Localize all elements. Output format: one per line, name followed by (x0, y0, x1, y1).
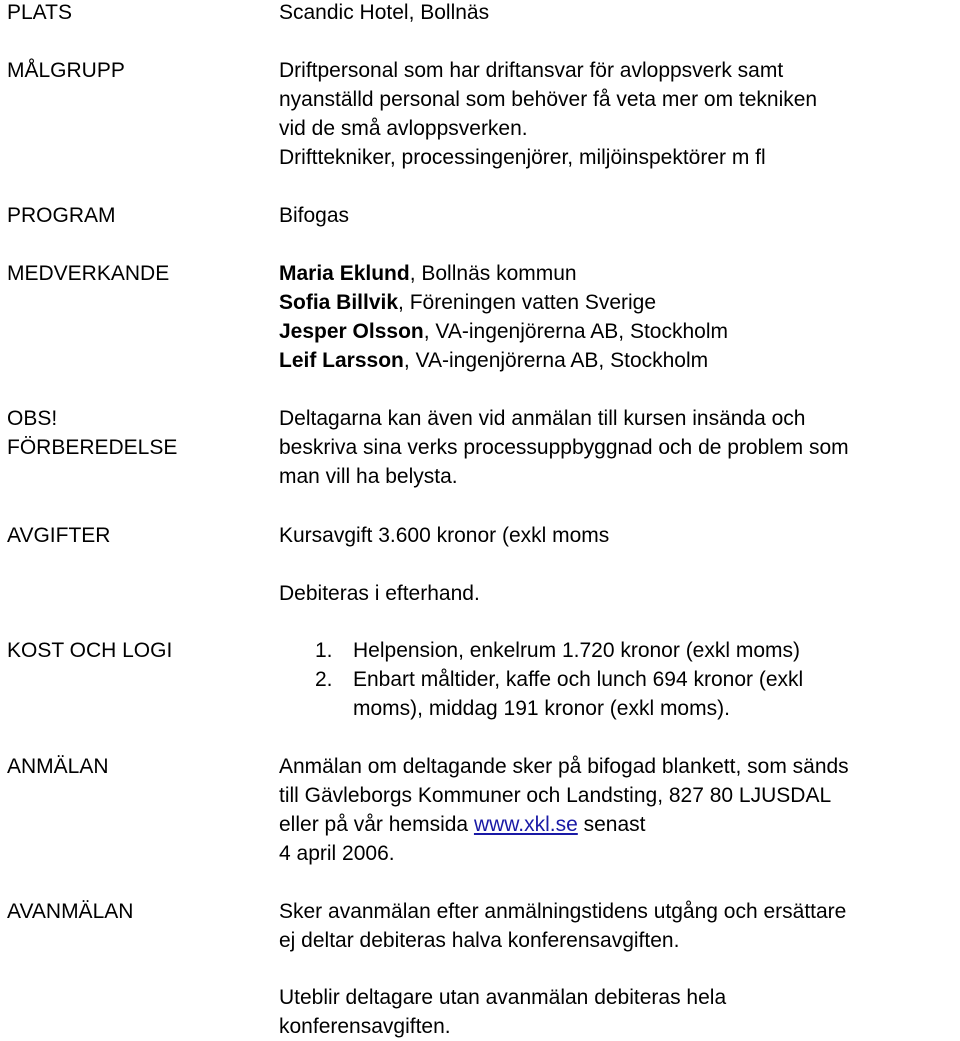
plats-value: Scandic Hotel, Bollnäs (279, 1, 490, 24)
malgrupp-line: Driftpersonal som har driftansvar för avloppsverk samt (279, 59, 784, 82)
anmalan-text (279, 752, 959, 868)
label-plats: PLATS (7, 1, 72, 24)
anmalan-line (279, 810, 959, 839)
malgrupp-line: nyanställd personal som behöver få veta mer om tekniken (279, 88, 818, 111)
forberedelse-line: man vill ha belysta. (279, 465, 458, 488)
list-item (315, 665, 935, 723)
label-program: PROGRAM (7, 204, 116, 227)
label-malgrupp: MÅLGRUPP (7, 59, 125, 82)
list-item-text: Helpension, enkelrum 1.720 kronor (exkl moms) (353, 639, 801, 662)
kursavgift-text: Kursavgift 3.600 kronor (exkl moms (279, 524, 610, 547)
label-medverkande: MEDVERKANDE (7, 262, 170, 285)
label-obs (7, 404, 257, 462)
anmalan-line: Anmälan om deltagande sker på bifogad blankett, som sänds (279, 755, 849, 778)
label-anmalan: ANMÄLAN (7, 755, 109, 778)
participant-org: , Bollnäs kommun (409, 262, 577, 285)
avanmalan-line: ej deltar debiteras halva konferensavgiften. (279, 929, 680, 952)
medverkande-list (279, 259, 959, 375)
label-kost-och-logi: KOST OCH LOGI (7, 639, 173, 662)
participant-org: , VA-ingenjörerna AB, Stockholm (423, 320, 728, 343)
participant-org: , Föreningen vatten Sverige (398, 291, 657, 314)
medverkande-item (279, 317, 959, 346)
label-avgifter: AVGIFTER (7, 524, 111, 547)
medverkande-item (279, 288, 959, 317)
list-item-text: Enbart måltider, kaffe och lunch 694 kronor (exkl (353, 668, 804, 691)
medverkande-item (279, 346, 959, 375)
website-link[interactable]: www.xkl.se (473, 813, 578, 836)
list-number: 2. (315, 668, 333, 691)
avanmalan-para1 (279, 897, 959, 955)
avanmalan-line: Sker avanmälan efter anmälningstidens utgång och ersättare (279, 900, 847, 923)
label-obs-line1: OBS! (7, 407, 58, 430)
participant-name: Leif Larsson (279, 349, 404, 372)
list-item-text: moms), middag 191 kronor (exkl moms). (353, 697, 730, 720)
program-value: Bifogas (279, 204, 350, 227)
participant-name: Sofia Billvik (279, 291, 399, 314)
anmalan-line-suffix: senast (577, 813, 646, 836)
list-number: 1. (315, 639, 333, 662)
forberedelse-line: beskriva sina verks processuppbyggnad och de problem som (279, 436, 849, 459)
kost-och-logi-list (315, 636, 935, 723)
participant-name: Jesper Olsson (279, 320, 424, 343)
forberedelse-line: Deltagarna kan även vid anmälan till kursen insända och (279, 407, 806, 430)
list-item (315, 636, 935, 665)
label-obs-line2: FÖRBEREDELSE (7, 436, 178, 459)
anmalan-line: 4 april 2006. (279, 842, 395, 865)
participant-name: Maria Eklund (279, 262, 410, 285)
anmalan-line: till Gävleborgs Kommuner och Landsting, 827 80 LJUSDAL (279, 784, 832, 807)
medverkande-item (279, 259, 959, 288)
participant-org: , VA-ingenjörerna AB, Stockholm (403, 349, 709, 372)
avanmalan-para2 (279, 983, 959, 1041)
forberedelse-text (279, 404, 959, 491)
avanmalan-line: Uteblir deltagare utan avanmälan debiteras hela (279, 986, 727, 1009)
malgrupp-line: Drifttekniker, processingenjörer, miljöinspektörer m fl (279, 146, 766, 169)
malgrupp-line: vid de små avloppsverken. (279, 117, 528, 140)
avanmalan-line: konferensavgiften. (279, 1015, 451, 1038)
malgrupp-text (279, 56, 959, 172)
debiteras-text: Debiteras i efterhand. (279, 582, 480, 605)
anmalan-line-prefix: eller på vår hemsida (279, 813, 474, 836)
label-avanmalan: AVANMÄLAN (7, 900, 134, 923)
